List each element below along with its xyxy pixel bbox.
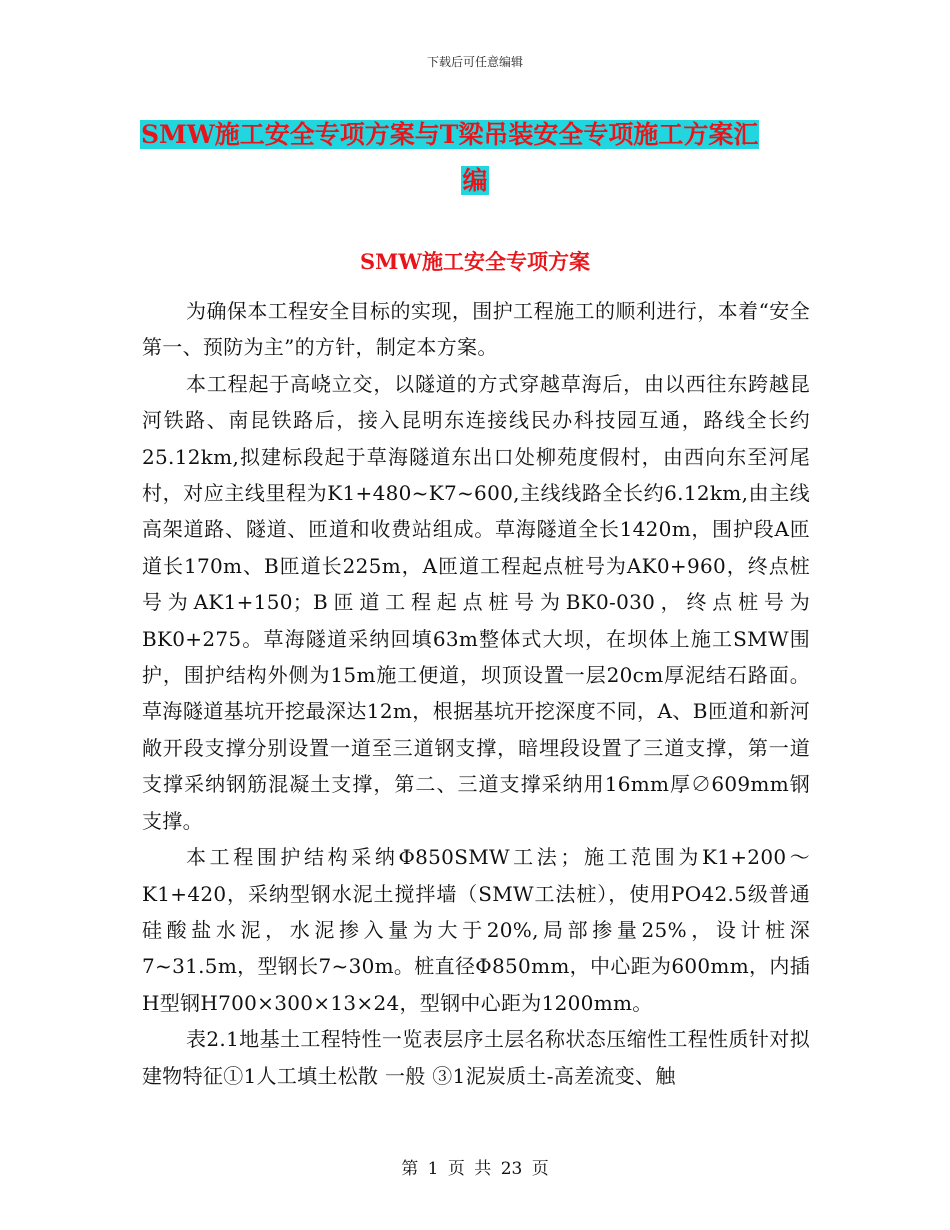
document-title-line-1: SMW施工安全专项方案与T梁吊装安全专项施工方案汇: [141, 120, 759, 149]
paragraph-4: 表2.1地基土工程特性一览表层序土层名称状态压缩性工程性质针对拟建物特征①1人工填土松散 一般 ③1泥炭质土-高差流变、触: [142, 1027, 810, 1088]
paragraph-3: 本工程围护结构采纳Φ850SMW工法；施工范围为K1+200～K1+420，采纳型钢水泥土搅拌墙（SMW工法桩），使用PO42.5级普通硅酸盐水泥，水泥掺入量为大于20%,局部掺量25%，设计桩深7~31.5m，型钢长7~30m。桩直径Φ850mm，中心距为600mm，内插H型钢H700×300×13×24，型钢中心距为1200mm。: [142, 845, 810, 1015]
document-title: [140, 112, 810, 204]
document-title-line-2: 编: [462, 166, 488, 195]
document-body: [142, 293, 810, 1094]
page-header-note: 下载后可任意编辑: [426, 55, 523, 69]
paragraph-2: 本工程起于高峣立交，以隧道的方式穿越草海后，由以西往东跨越昆河铁路、南昆铁路后，接入昆明东连接线民办科技园互通，路线全长约25.12km,拟建标段起于草海隧道东出口处柳苑度假村，由西向东至河尾村，对应主线里程为K1+480~K7~600,主线线路全长约6.12km,由主线高架道路、隧道、匝道和收费站组成。草海隧道全长1420m，围护段A匝道长170m、B匝道长225m，A匝道工程起点桩号为AK0+960，终点桩号为AK1+150；B匝道工程起点桩号为BK0-030，终点桩号为BK0+275。草海隧道采纳回填63m整体式大坝，在坝体上施工SMW围护，围护结构外侧为15m施工便道，坝顶设置一层20cm厚泥结石路面。草海隧道基坑开挖最深达12m，根据基坑开挖深度不同，A、B匝道和新河敞开段支撑分别设置一道至三道钢支撑，暗埋段设置了三道支撑，第一道支撑采纳钢筋混凝土支撑，第二、三道支撑采纳用16mm厚∅609mm钢支撑。: [142, 371, 810, 833]
section-title: SMW施工安全专项方案: [360, 249, 590, 274]
paragraph-1: 为确保本工程安全目标的实现，围护工程施工的顺利进行，本着“安全第一、预防为主”的方针，制定本方案。: [142, 299, 810, 360]
page-number-footer: 第 1 页 共 23 页: [401, 1159, 549, 1179]
